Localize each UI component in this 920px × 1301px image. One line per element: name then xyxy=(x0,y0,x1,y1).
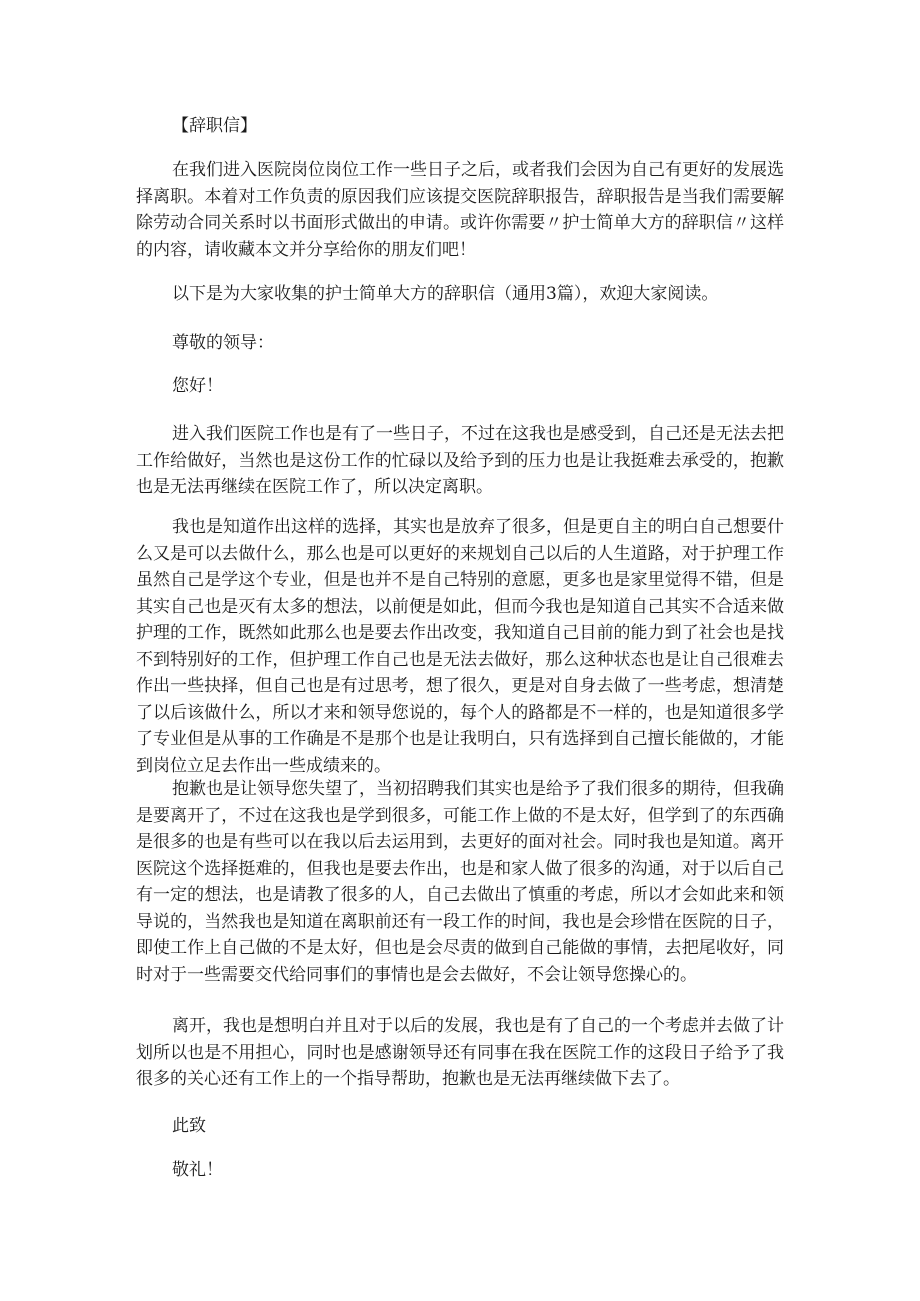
document-title: 【辞职信】 xyxy=(172,116,257,136)
body-paragraph-2: 我也是知道作出这样的选择，其实也是放弃了很多，但是更自主的明白自己想要什么又是可以去做什么，那么也是可以更好的来规划自己以后的人生道路，对于护理工作虽然自己是学这个专业，但是也并不是自己特别的意愿，更多也是家里觉得不错，但是其实自己也是灭有太多的想法，以前便是如此，但而今我也是知道自己其实不合适来做护理的工作，既然如此那么也是要去作出改变，我知道自己目前的能力到了社会也是找不到特别好的工作，但护理工作自己也是无法去做好，那么这种状态也是让自己很难去作出一些抉择，但自己也是有过思考，想了很久，更是对自身去做了一些考虑，想清楚了以后该做什么，所以才来和领导您说的，每个人的路都是不一样的，也是知道很多学了专业但是从事的工作确是不是那个也是让我明白，只有选择到自己擅长能做的，才能到岗位立足去作出一些成绩来的。 xyxy=(136,517,784,776)
greeting: 您好！ xyxy=(172,376,223,396)
closing-line-2: 敬礼！ xyxy=(172,1160,223,1180)
body-paragraph-1: 进入我们医院工作也是有了一些日子，不过在这我也是感受到，自己还是无法去把工作给做好，当然也是这份工作的忙碌以及给予到的压力也是让我挺难去承受的，抱歉也是无法再继续在医院工作了，所以决定离职。 xyxy=(136,424,784,497)
closing-line-1: 此致 xyxy=(172,1116,206,1136)
collection-note: 以下是为大家收集的护士简单大方的辞职信（通用3篇），欢迎大家阅读。 xyxy=(172,284,719,304)
intro-paragraph: 在我们进入医院岗位岗位工作一些日子之后，或者我们会因为自己有更好的发展选择离职。本着对工作负责的原因我们应该提交医院辞职报告，辞职报告是当我们需要解除劳动合同关系时以书面形式做出的申请。或许你需要〃护士简单大方的辞职信〃这样的内容，请收藏本文并分享给你的朋友们吧！ xyxy=(136,160,784,260)
salutation: 尊敬的领导： xyxy=(172,333,274,353)
body-paragraph-4: 离开，我也是想明白并且对于以后的发展，我也是有了自己的一个考虑并去做了计划所以也是不用担心，同时也是感谢领导还有同事在我在医院工作的这段日子给予了我很多的关心还有工作上的一个指导帮助，抱歉也是无法再继续做下去了。 xyxy=(136,1016,784,1089)
body-paragraph-3: 抱歉也是让领导您失望了，当初招聘我们其实也是给予了我们很多的期待，但我确是要离开了，不过在这我也是学到很多，可能工作上做的不是太好，但学到了的东西确是很多的也是有些可以在我以后去运用到，去更好的面对社会。同时我也是知道。离开医院这个选择挺难的，但我也是要去作出，也是和家人做了很多的沟通，对于以后自己有一定的想法，也是请教了很多的人，自己去做出了慎重的考虑，所以才会如此来和领导说的，当然我也是知道在离职前还有一段工作的时间，我也是会珍惜在医院的日子，即使工作上自己做的不是太好，但也是会尽责的做到自己能做的事情，去把尾收好，同时对于一些需要交代给同事们的事情也是会去做好，不会让领导您操心的。 xyxy=(136,779,784,985)
